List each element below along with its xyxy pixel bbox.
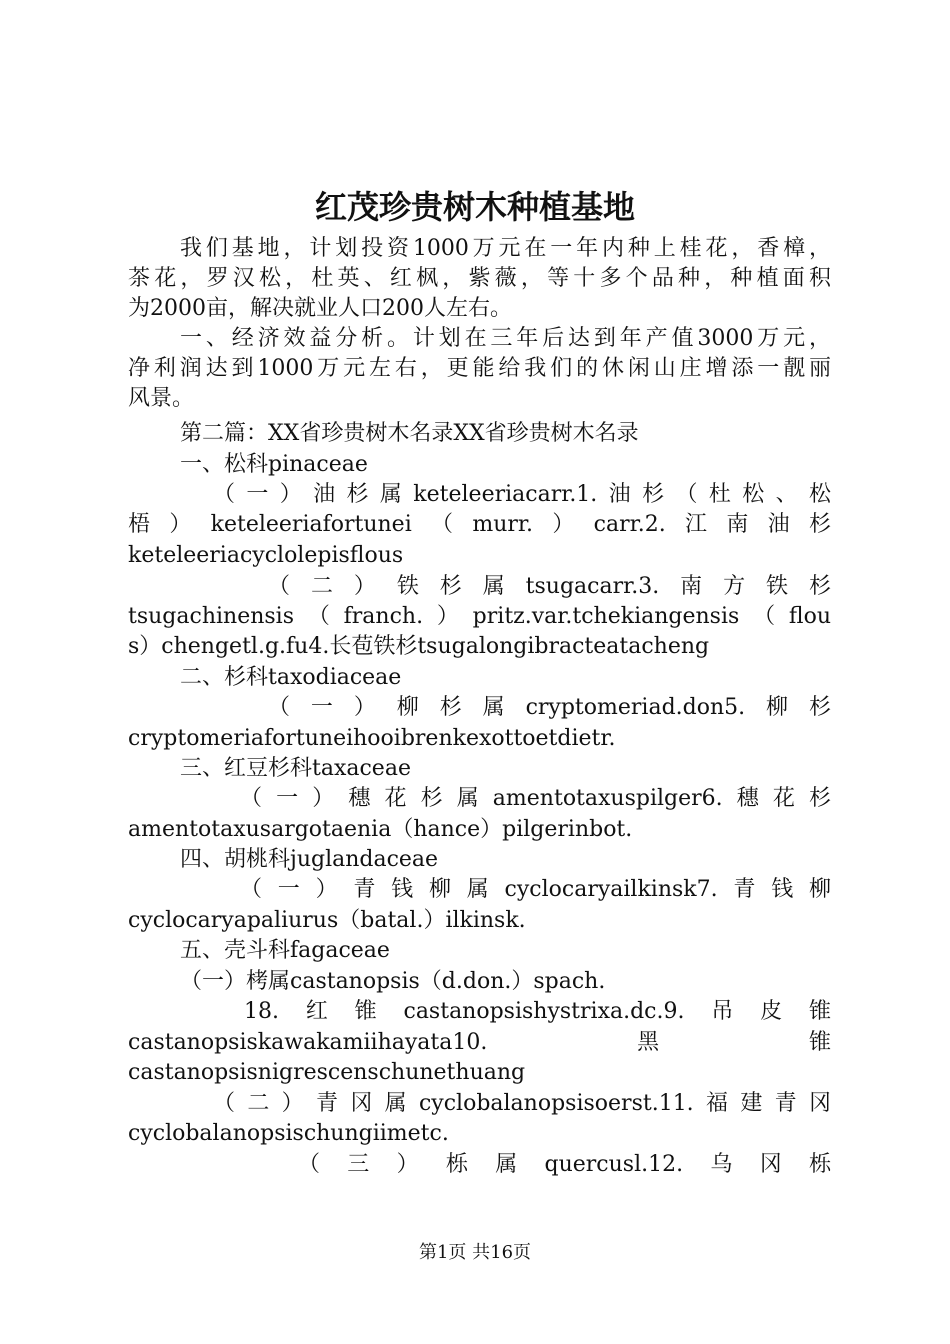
paragraph-line: castanopsisnigrescenschunethuang — [128, 1060, 526, 1085]
paragraph-line: s）chengetl.g.fu4.长苞铁杉tsugalongibracteatacheng — [128, 634, 710, 659]
page-footer: 第1页 共16页 — [418, 1242, 532, 1263]
paragraph-line: 梧）keteleeriafortunei（murr.）carr.2.江南油杉 — [128, 512, 831, 537]
paragraph-line: （二）铁杉属tsugacarr.3.南方铁杉 — [268, 574, 831, 599]
section-heading: 第二篇：XX省珍贵树木名录XX省珍贵树木名录 — [180, 421, 639, 446]
paragraph-line: castanopsiskawakamiihayata10.黑锥 — [128, 1030, 831, 1055]
paragraph-line: keteleeriacyclolepisflous — [128, 543, 404, 568]
family-heading: 五、壳斗科fagaceae — [180, 938, 390, 963]
paragraph-line: 为2000亩，解决就业人口200人左右。 — [128, 296, 512, 321]
paragraph-line: cyclocaryapaliurus（batal.）ilkinsk. — [128, 908, 526, 933]
paragraph-line: （一）油杉属keteleeriacarr.1.油杉（杜松、松 — [213, 482, 831, 507]
paragraph-line: （二）青冈属cyclobalanopsisoerst.11.福建青冈 — [213, 1091, 831, 1116]
paragraph-line: tsugachinensis（franch.）pritz.var.tchekiangensis（flou — [128, 604, 831, 629]
paragraph-line: 净利润达到1000万元左右，更能给我们的休闲山庄增添一靓丽 — [128, 356, 831, 381]
paragraph-line: （一）青钱柳属cyclocaryailkinsk7.青钱柳 — [240, 877, 831, 902]
paragraph-line: cyclobalanopsischungiimetc. — [128, 1121, 449, 1146]
family-heading: 二、杉科taxodiaceae — [180, 665, 402, 690]
paragraph-line: （三）栎属quercusl.12.乌冈栎 — [298, 1152, 831, 1177]
paragraph-line: 风景。 — [128, 386, 195, 411]
paragraph-line: 18.红锥castanopsishystrixa.dc.9.吊皮锥 — [244, 999, 831, 1024]
family-heading: 四、胡桃科juglandaceae — [180, 847, 439, 872]
paragraph-line: 一、经济效益分析。计划在三年后达到年产值3000万元， — [180, 326, 831, 351]
paragraph-line: （一）柳杉属cryptomeriad.don5.柳杉 — [268, 695, 831, 720]
paragraph-line: （一）栲属castanopsis（d.don.）spach. — [180, 969, 606, 994]
paragraph-line: （一）穗花杉属amentotaxuspilger6.穗花杉 — [240, 786, 831, 811]
family-heading: 三、红豆杉科taxaceae — [180, 756, 411, 781]
document-title: 红茂珍贵树木种植基地 — [314, 188, 635, 226]
paragraph-line: 茶花，罗汉松，杜英、红枫，紫薇，等十多个品种，种植面积 — [128, 266, 831, 291]
paragraph-line: amentotaxusargotaenia（hance）pilgerinbot. — [128, 817, 633, 842]
paragraph-line: cryptomeriafortuneihooibrenkexottoetdietr. — [128, 726, 616, 751]
paragraph-line: 我们基地，计划投资1000万元在一年内种上桂花，香樟， — [180, 236, 831, 261]
family-heading: 一、松科pinaceae — [180, 452, 368, 477]
